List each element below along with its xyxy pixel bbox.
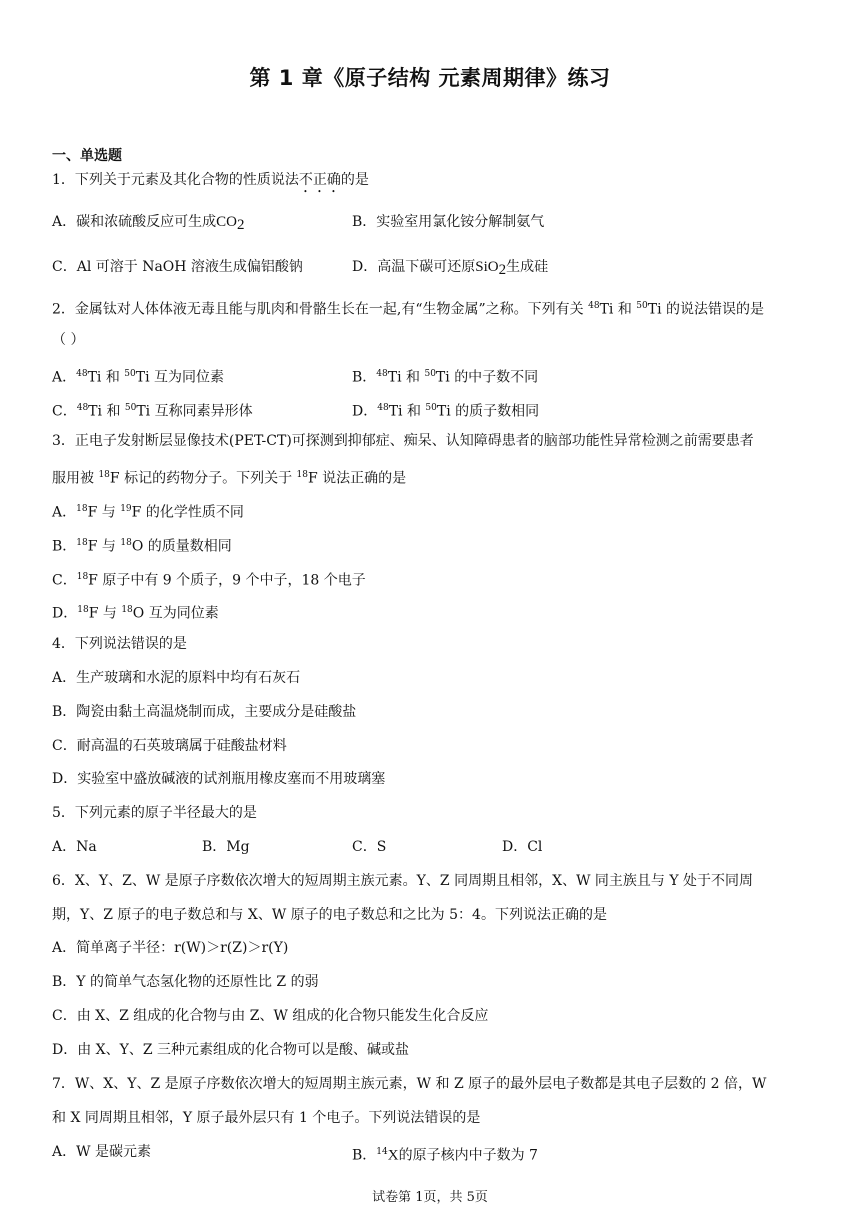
question-5-stem: 5．下列元素的原子半径最大的是 <box>52 805 257 821</box>
emphasis-text: 不正确 <box>298 172 341 188</box>
question-3-option-a: A．$^{18}$F 与 $^{19}$F 的化学性质不同 <box>52 504 244 521</box>
question-4-option-a: A．生产玻璃和水泥的原料中均有石灰石 <box>52 670 301 686</box>
question-7-stem-line-2: 和 X 同周期且相邻，Y 原子最外层只有 1 个电子。下列说法错误的是 <box>52 1110 481 1126</box>
question-4-option-d: D．实验室中盛放碱液的试剂瓶用橡皮塞而不用玻璃塞 <box>52 771 386 787</box>
question-2-option-d: D．$^{48}$Ti 和 $^{50}$Ti 的质子数相同 <box>352 403 540 420</box>
question-6-option-d: D．由 X、Y、Z 三种元素组成的化合物可以是酸、碱或盐 <box>52 1042 410 1058</box>
question-2-option-a: A．$^{48}$Ti 和 $^{50}$Ti 互为同位素 <box>52 369 225 386</box>
question-4-option-b: B．陶瓷由黏土高温烧制而成，主要成分是硅酸盐 <box>52 704 357 720</box>
question-1-option-a: A．碳和浓硫酸反应可生成$CO_2$ <box>52 214 245 233</box>
question-6-option-c: C．由 X、Z 组成的化合物与由 Z、W 组成的化合物只能发生化合反应 <box>52 1008 489 1024</box>
question-5-option-d: D．Cl <box>502 839 543 855</box>
question-3-option-b: B．$^{18}$F 与 $^{18}$O 的质量数相同 <box>52 538 232 555</box>
question-4-option-c: C．耐高温的石英玻璃属于硅酸盐材料 <box>52 738 287 754</box>
question-1-stem: 1．下列关于元素及其化合物的性质说法不正确的是 <box>52 172 369 188</box>
question-2-option-b: B．$^{48}$Ti 和 $^{50}$Ti 的中子数不同 <box>352 369 539 386</box>
question-6-stem-line-1: 6．X、Y、Z、W 是原子序数依次增大的短周期主族元素。Y、Z 同周期且相邻，X、W 同主族且与 Y 处于不同周 <box>52 873 754 889</box>
question-2-stem: 2．金属钛对人体体液无毒且能与肌肉和骨骼生长在一起,有“生物金属”之称。下列有关 $^{48}$Ti 和 $^{50}$Ti 的说法错误的是 <box>52 301 765 318</box>
question-6-stem-line-2: 期，Y、Z 原子的电子数总和与 X、W 原子的电子数总和之比为 5：4。下列说法正确的是 <box>52 907 607 923</box>
question-7-stem-line-1: 7．W、X、Y、Z 是原子序数依次增大的短周期主族元素，W 和 Z 原子的最外层电子数都是其电子层数的 2 倍，W <box>52 1076 767 1092</box>
question-6-option-b: B．Y 的简单气态氢化物的还原性比 Z 的弱 <box>52 974 319 990</box>
question-2-answer-paren: （ ） <box>52 332 85 348</box>
page-title: 第 1 章《原子结构 元素周期律》练习 <box>249 66 611 90</box>
question-7-option-a: A．W 是碳元素 <box>52 1144 151 1160</box>
question-4-stem: 4．下列说法错误的是 <box>52 636 187 652</box>
question-7-option-b: B．$^{14}$X的原子核内中子数为 7 <box>352 1147 538 1164</box>
question-3-option-d: D．$^{18}$F 与 $^{18}$O 互为同位素 <box>52 605 219 622</box>
question-5-option-c: C．S <box>352 839 387 855</box>
question-1-option-b: B．实验室用氯化铵分解制氨气 <box>352 214 545 230</box>
question-1-option-c: C．Al 可溶于 NaOH 溶液生成偏铝酸钠 <box>52 259 303 275</box>
question-6-option-a: A．简单离子半径：r(W)＞r(Z)＞r(Y) <box>52 940 289 956</box>
page-footer: 试卷第 1页，共 5页 <box>372 1190 488 1205</box>
question-5-option-b: B．Mg <box>202 839 250 855</box>
question-1-option-d: D．高温下碳可还原SiO$_2$生成硅 <box>352 259 549 278</box>
question-2-option-c: C．$^{48}$Ti 和 $^{50}$Ti 互称同素异形体 <box>52 403 253 420</box>
section-heading: 一、单选题 <box>52 148 122 164</box>
question-3-stem-line-2: 服用被 $^{18}$F 标记的药物分子。下列关于 $^{18}$F 说法正确的是 <box>52 470 407 487</box>
question-3-option-c: C．$^{18}$F 原子中有 9 个质子，9 个中子，18 个电子 <box>52 572 366 589</box>
question-5-option-a: A．Na <box>52 839 97 855</box>
question-3-stem-line-1: 3．正电子发射断层显像技术(PET-CT)可探测到抑郁症、痴呆、认知障碍患者的脑部功能性异常检测之前需要患者 <box>52 433 754 449</box>
